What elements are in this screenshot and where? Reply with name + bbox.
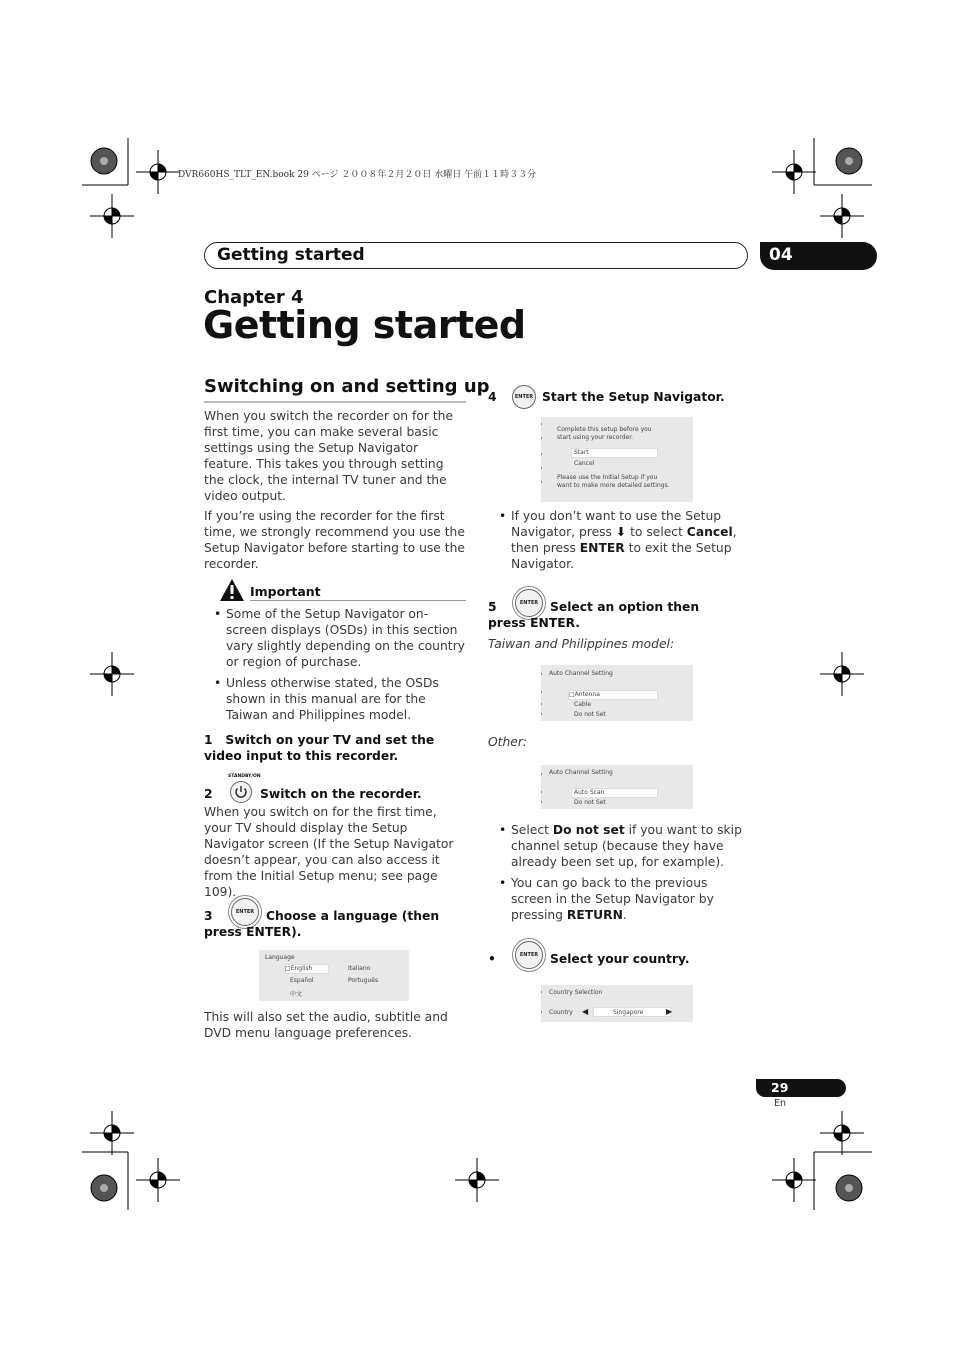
osd-option: Português xyxy=(348,977,379,984)
osd-option: Español xyxy=(290,977,314,984)
step-number: 1 xyxy=(204,733,213,747)
step-5-notes xyxy=(489,822,747,928)
other-label: Other: xyxy=(488,735,528,749)
osd-option: Auto Scan xyxy=(574,789,605,796)
intro-paragraph: If you’re using the recorder for the first time, we strongly recommend you use the Setup Navigator before starting to use the recorder. xyxy=(204,509,465,571)
important-rule xyxy=(250,600,466,601)
section-heading: Switching on and setting up xyxy=(204,376,490,397)
language-osd xyxy=(259,950,409,1001)
osd-title: Language xyxy=(265,954,295,961)
country-selection-osd xyxy=(541,985,693,1022)
osd-option: Do not Set xyxy=(574,799,606,806)
list-item: • You can go back to the previous screen in the Setup Navigator by pressing RETURN. xyxy=(489,875,747,923)
auto-channel-osd-taiwan xyxy=(541,665,693,721)
list-item: • Some of the Setup Navigator on-screen displays (OSDs) in this section vary slightly depending on the country or region of purchase. xyxy=(204,606,466,670)
list-item: • Unless otherwise stated, the OSDs shown in this manual are for the Taiwan and Philippines model. xyxy=(204,675,466,723)
chapter-label: Chapter 4 xyxy=(204,287,304,308)
important-title: Important xyxy=(250,584,321,599)
running-header-bar xyxy=(204,242,748,269)
standby-button xyxy=(230,781,252,803)
step-text: Switch on your TV and set the video input to this recorder. xyxy=(204,733,435,763)
intro-text xyxy=(204,408,466,572)
section-heading-rule xyxy=(204,401,466,403)
step-4-notes xyxy=(489,508,747,577)
page-number-tab xyxy=(756,1079,846,1097)
chapter-number: 04 xyxy=(769,245,793,265)
down-arrow-icon: ⬇ xyxy=(615,525,627,539)
enter-button: ENTER xyxy=(515,941,543,969)
osd-title: Auto Channel Setting xyxy=(549,670,613,677)
page-number: 29 xyxy=(771,1080,789,1095)
list-item: • Select Do not set if you want to skip channel setup (because they have already been set up, for example). xyxy=(489,822,747,870)
osd-option: 中文 xyxy=(290,991,303,998)
step-2-number: 2 xyxy=(204,787,213,801)
step-6-text: Select your country. xyxy=(550,952,690,966)
osd-option: Cancel xyxy=(574,460,595,467)
country-value: Singapore xyxy=(613,1009,644,1016)
step-5-text: Select an option then press ENTER. xyxy=(488,600,700,630)
auto-channel-osd-other xyxy=(541,765,693,809)
page-language: En xyxy=(774,1098,787,1109)
osd-option: Start xyxy=(574,449,589,456)
important-icon xyxy=(219,578,245,602)
power-icon xyxy=(231,782,251,802)
osd-option: Italiano xyxy=(348,965,371,972)
setup-navigator-osd: Complete this setup before you start using your recorder. Start Cancel Please use the Initial Setup if you want to make more detailed settings. xyxy=(541,417,693,502)
model-label: Taiwan and Philippines model: xyxy=(488,637,675,651)
osd-title: Country Selection xyxy=(549,989,603,996)
osd-label: Country xyxy=(549,1009,573,1016)
osd-option: □English xyxy=(285,965,313,972)
step-5-number: 5 xyxy=(488,600,497,614)
important-list xyxy=(204,606,466,728)
list-item: • If you don’t want to use the Setup Navigator, press ⬇ to select Cancel, then press ENTER to exit the Setup Navigator. xyxy=(489,508,747,572)
enter-button: ENTER xyxy=(515,589,543,617)
step-2-body: When you switch on for the first time, your TV should display the Setup Navigator screen (If the Setup Navigator doesn’t appear, you can also access it from the Initial Setup menu; see page 109). xyxy=(204,805,454,899)
left-arrow-icon: ◀ xyxy=(582,1007,589,1016)
step-3-after: This will also set the audio, subtitle and DVD menu language preferences. xyxy=(204,1010,448,1040)
step-2-text: Switch on the recorder. xyxy=(260,787,422,801)
osd-option: Do not Set xyxy=(574,711,606,718)
step-3-text: Choose a language (then press ENTER). xyxy=(204,909,440,939)
enter-button: ENTER xyxy=(512,385,536,409)
right-arrow-icon: ▶ xyxy=(666,1007,673,1016)
running-header-title: Getting started xyxy=(217,245,365,265)
step-3-number: 3 xyxy=(204,909,213,923)
enter-button: ENTER xyxy=(231,898,259,926)
chapter-title: Getting started xyxy=(203,303,526,347)
step-4-text: Start the Setup Navigator. xyxy=(542,390,725,404)
chapter-number-tab xyxy=(760,242,877,270)
osd-option: □Antenna xyxy=(569,691,600,698)
standby-label: STANDBY/ON xyxy=(228,774,261,779)
osd-option: Cable xyxy=(574,701,592,708)
step-4-number: 4 xyxy=(488,390,497,404)
print-header: DVR660HS_TLT_EN.book 29 ページ ２００８年２月２０日 水曜日 午前１１時３３分 xyxy=(178,170,537,180)
step-6-bullet: • xyxy=(488,952,496,966)
osd-title: Auto Channel Setting xyxy=(549,769,613,776)
step-1 xyxy=(204,732,466,764)
intro-paragraph: When you switch the recorder on for the first time, you can make several basic settings using the Setup Navigator feature. This takes you through setting the clock, the internal TV tuner and the video output. xyxy=(204,409,454,503)
